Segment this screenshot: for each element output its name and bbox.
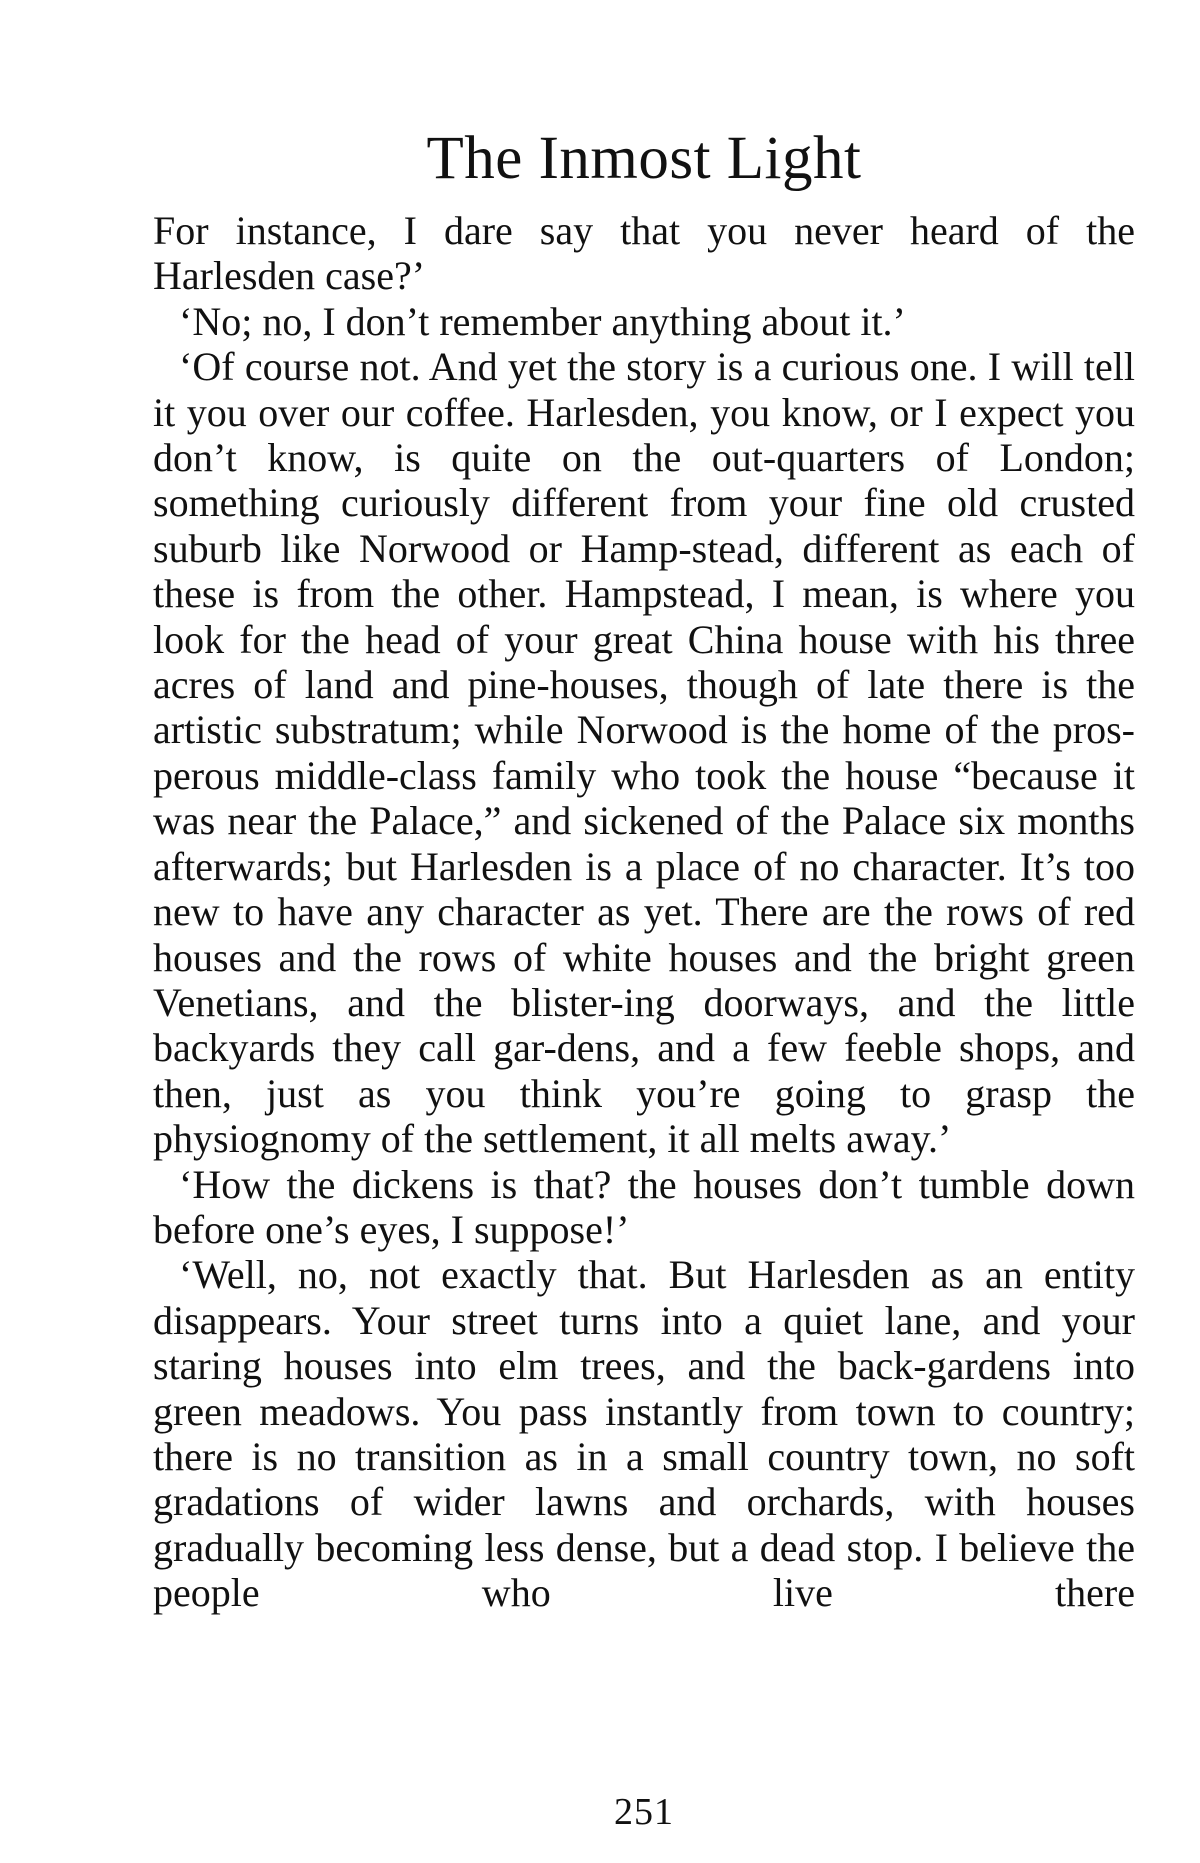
page-number: 251 (614, 1791, 674, 1833)
book-page (153, 120, 1135, 1833)
paragraph-4: ‘How the dickens is that? the houses don’t tumble down before one’s eyes, I suppose!’ (153, 1161, 1135, 1252)
paragraph-1: For instance, I dare say that you never heard of the Harlesden case?’ (153, 208, 1135, 299)
running-head: The Inmost Light (426, 125, 862, 192)
paragraph-2: ‘No; no, I don’t remember anything about it.’ (179, 298, 906, 344)
body-text (153, 208, 1135, 1616)
paragraph-5: ‘Well, no, not exactly that. But Harlesden as an entity disappears. Your street turns into a quiet lane, and your staring houses into elm trees, and the back-gardens into green meadows. You pass instantly from town to country; there is no transition as in a small country town, no soft gradations of wider lawns and orchards, with houses gradually becoming less dense, but a dead stop. I believe the people who live there (153, 1252, 1135, 1616)
paragraph-3: ‘Of course not. And yet the story is a curious one. I will tell it you over our coffee. Harlesden, you know, or I expect you don’t know, is quite on the out-quarters of London; something curiously different from your fine old crusted suburb like Norwood or Hamp-stead, different as each of these is from the other. Hampstead, I mean, is where you look for the head of your great China house with his three acres of land and pine-houses, though of late there is the artistic substratum; while Norwood is the home of the pros-perous middle-class family who took the house “because it was near the Palace,” and sickened of the Palace six months afterwards; but Harlesden is a place of no character. It’s too new to have any character as yet. There are the rows of red houses and the rows of white houses and the bright green Venetians, and the blister-ing doorways, and the little backyards they call gar-dens, and a few feeble shops, and then, just as you think you’re going to grasp the physiognomy of the settlement, it all melts away.’ (153, 344, 1135, 1162)
